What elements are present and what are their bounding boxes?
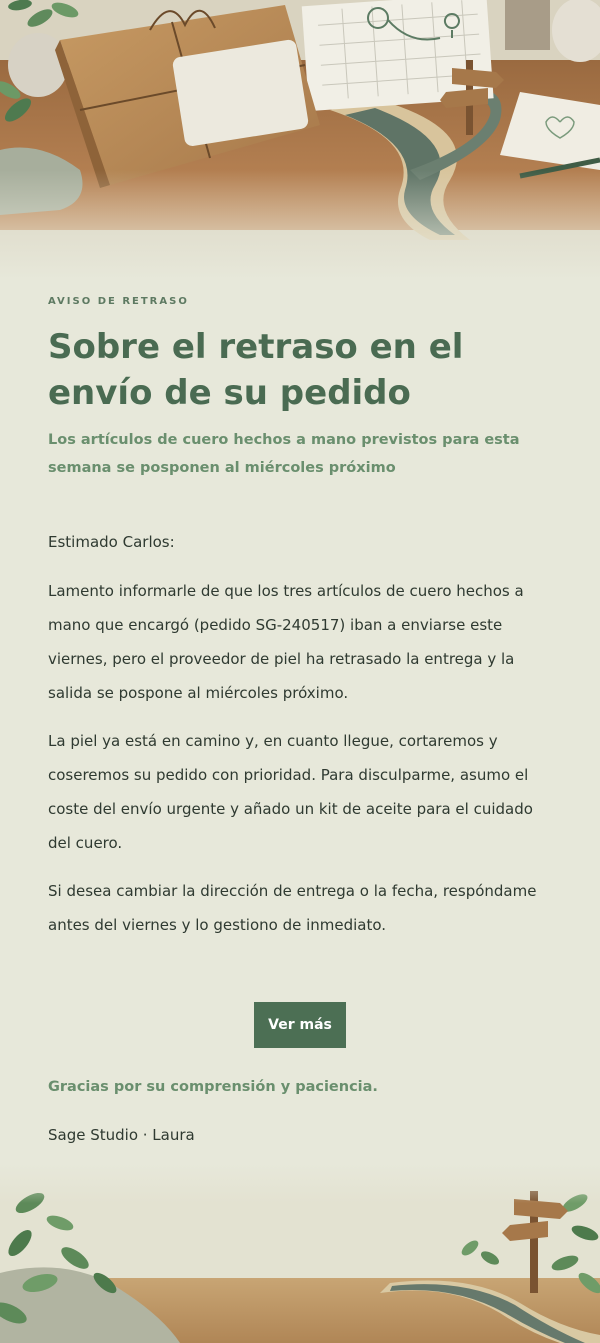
cta-container xyxy=(48,1002,552,1048)
greeting: Estimado Carlos: xyxy=(48,533,175,551)
email-content xyxy=(48,290,552,1144)
signature: Sage Studio · Laura xyxy=(48,1126,195,1144)
footer-illustration xyxy=(0,1163,600,1343)
see-more-button[interactable]: Ver más xyxy=(254,1002,346,1048)
body-paragraph: La piel ya está en camino y, en cuanto llegue, cortaremos y coseremos su pedido con prioridad. Para disculparme, asumo el coste del envío urgente y añado un kit de aceite para el cuidado del cuero. xyxy=(48,732,533,852)
body-paragraph: Lamento informarle de que los tres artículos de cuero hechos a mano que encargó (pedido SG-240517) iban a enviarse este viernes, pero el proveedor de piel ha retrasado la entrega y la salida se pospone al miércoles próximo. xyxy=(48,582,524,702)
page-subtitle: Los artículos de cuero hechos a mano previstos para esta semana se posponen al miércoles próximo xyxy=(48,432,520,476)
page-title: Sobre el retraso en el envío de su pedido xyxy=(48,327,464,413)
body-paragraph: Si desea cambiar la dirección de entrega o la fecha, respóndame antes del viernes y lo gestiono de inmediato. xyxy=(48,882,537,934)
thanks-line: Gracias por su comprensión y paciencia. xyxy=(48,1079,378,1095)
notice-label: AVISO DE RETRASO xyxy=(48,296,189,307)
header-illustration xyxy=(0,0,600,280)
